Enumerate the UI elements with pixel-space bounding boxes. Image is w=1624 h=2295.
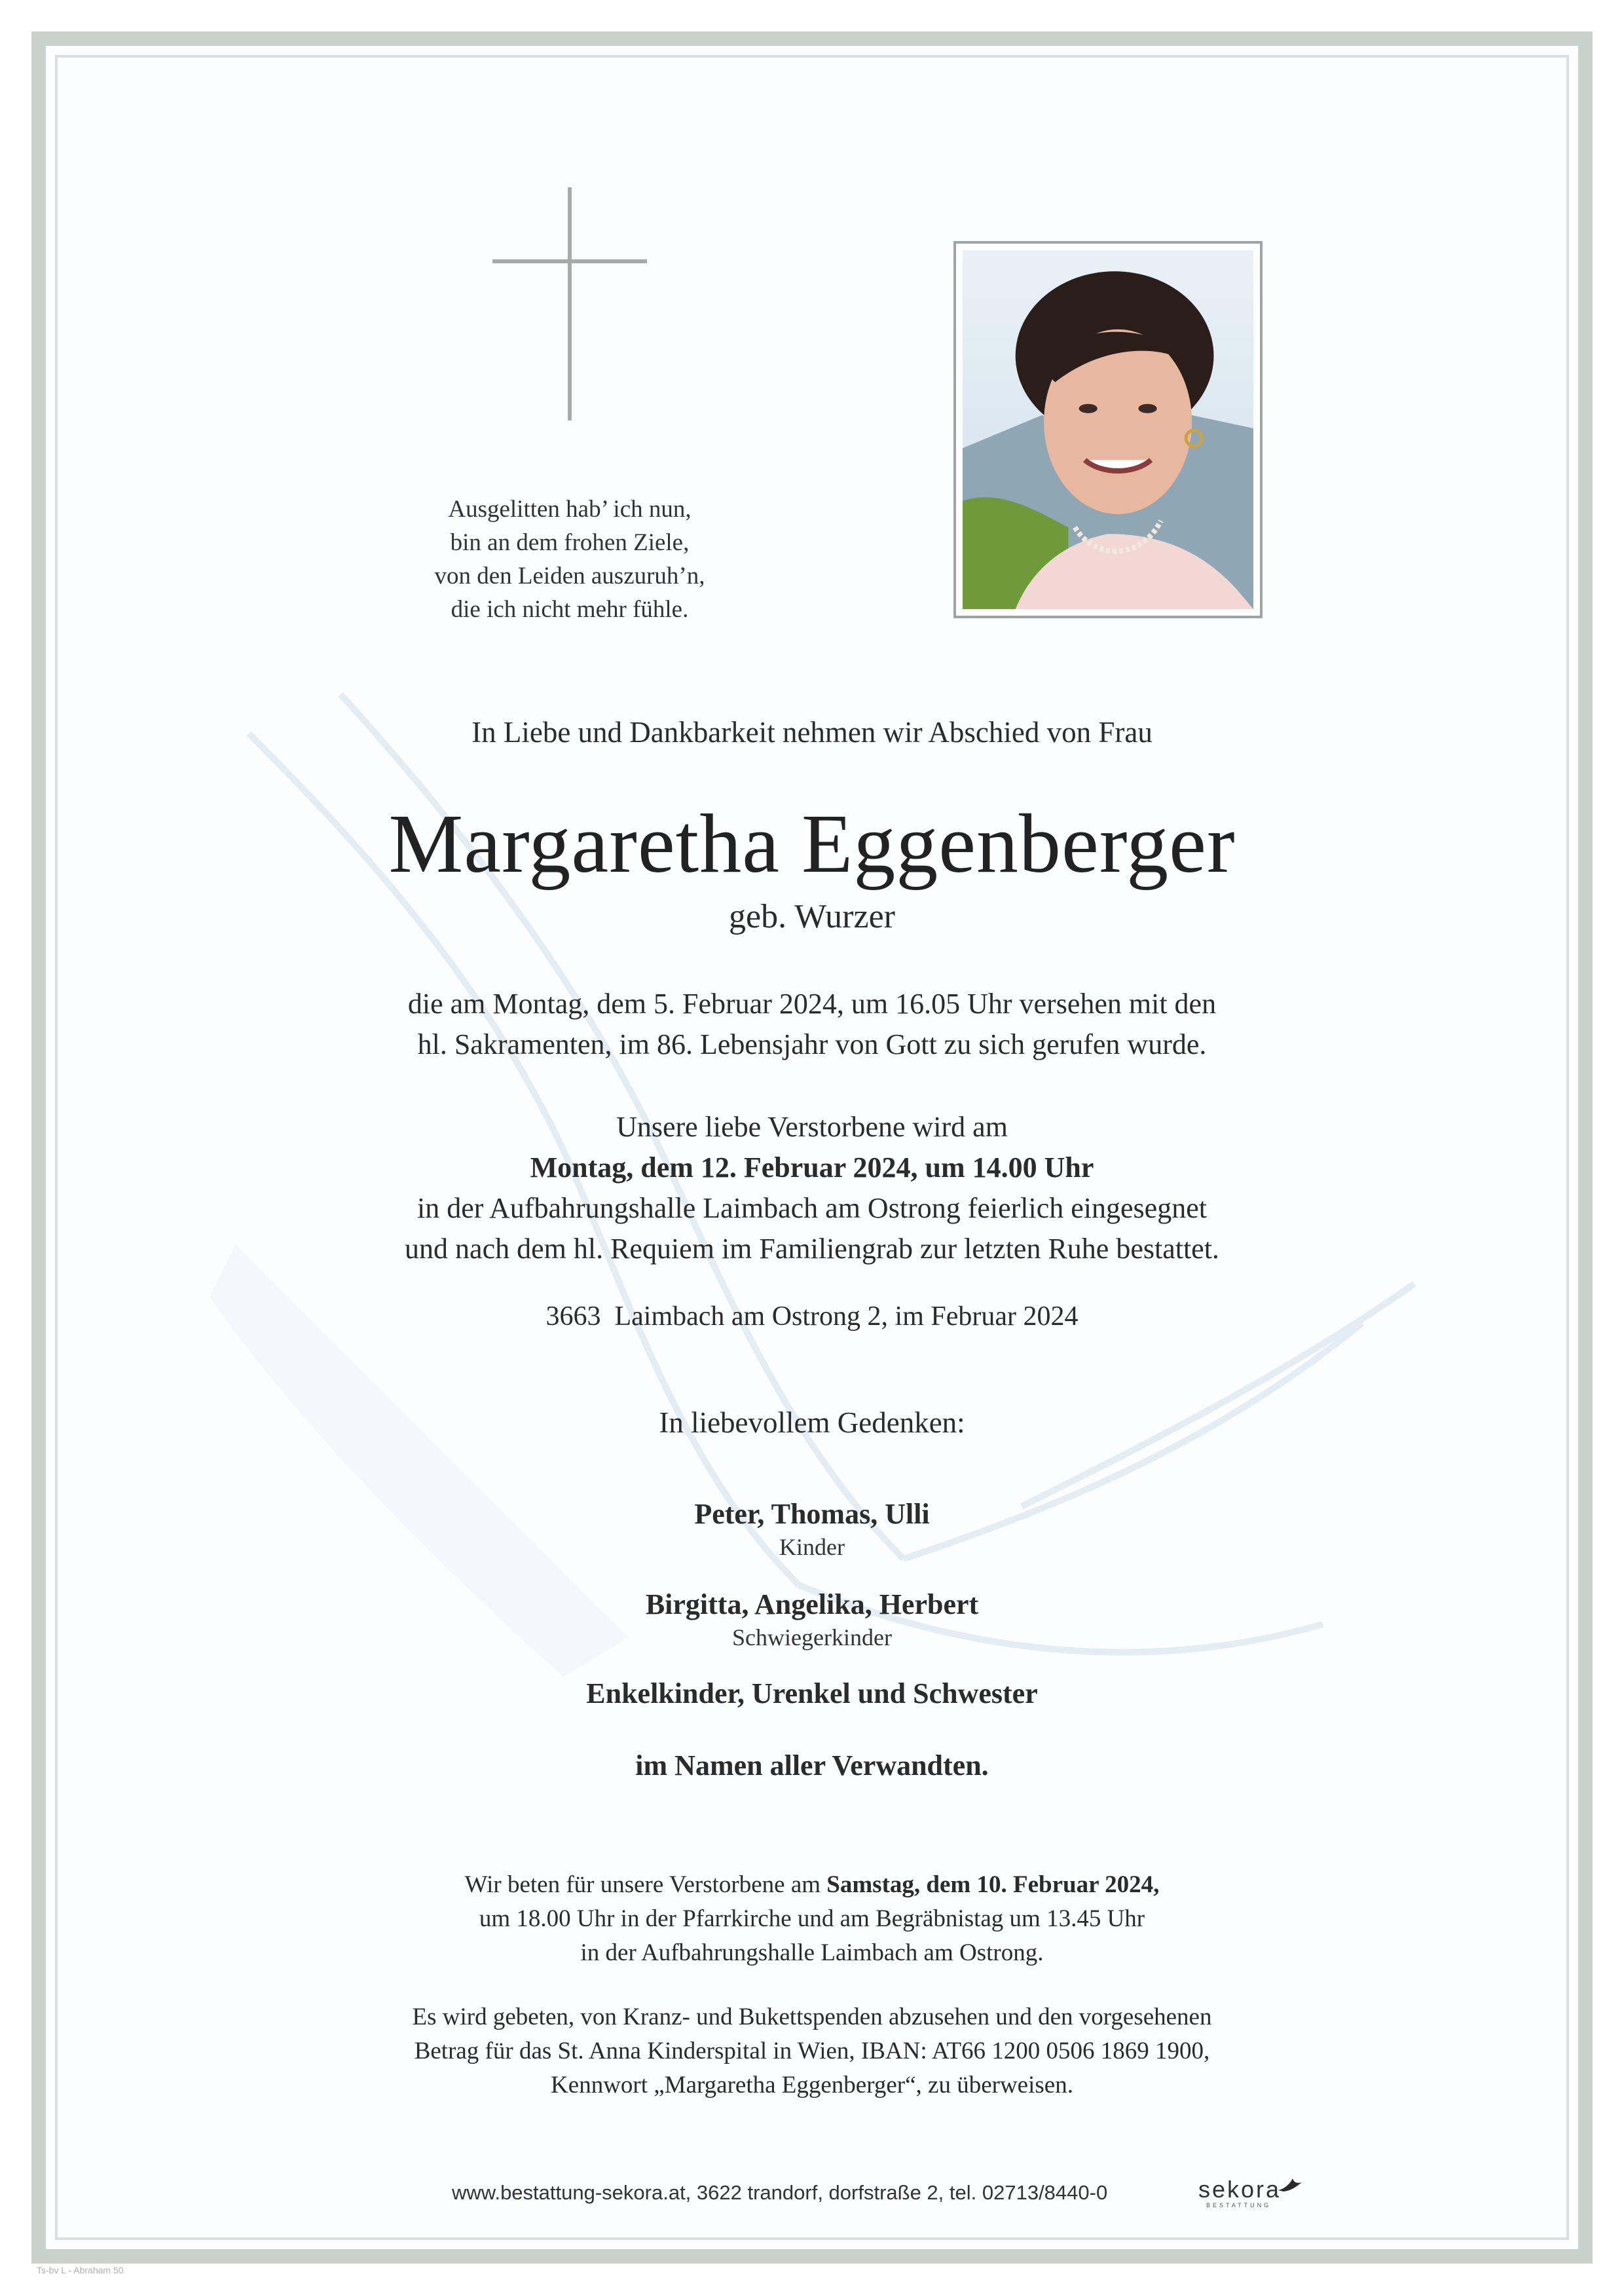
funeral-line: Unsere liebe Verstorbene wird am [616,1111,1008,1143]
funeral-notice [196,1107,1428,1269]
poem-line: von den Leiden auszuruh’n, [434,563,705,589]
mourner-names: im Namen aller Verwandten. [635,1749,989,1782]
logo-word: sekora [1198,2176,1282,2203]
prayer-date: Samstag, dem 10. Februar 2024, [826,1871,1160,1898]
footer-contact: www.bestattung-sekora.at, 3622 trandorf, dorfstraße 2, tel. 02713/8440-0 [452,2181,1108,2204]
poem-line: die ich nicht mehr fühle. [451,596,689,623]
maiden-name: geb. Wurzer [729,898,895,935]
deceased-name: Margaretha Eggenberger [388,797,1236,890]
death-notice [196,984,1428,1065]
logo-sub: BESTATTUNG [1206,2202,1272,2209]
mourner-relation: Schwiegerkinder [732,1624,892,1651]
place-date: 3663 Laimbach am Ostrong 2, im Februar 2024 [545,1301,1079,1332]
mourner-relation: Kinder [779,1534,845,1560]
donation-notice [196,2000,1428,2102]
cross-icon [492,187,647,420]
death-line: hl. Sakramenten, im 86. Lebensjahr von Gott zu sich gerufen wurde. [417,1028,1207,1060]
funeral-line: in der Aufbahrungshalle Laimbach am Ostrong feierlich eingesegnet [417,1192,1207,1224]
donation-line: Kennwort „Margaretha Eggenberger“, zu überweisen. [551,2072,1073,2099]
funeral-line: und nach dem hl. Requiem im Familiengrab zur letzten Ruhe bestattet. [405,1233,1219,1265]
mourner-names: Enkelkinder, Urenkel und Schwester [586,1677,1038,1709]
poem-line: bin an dem frohen Ziele, [450,529,690,556]
prayer-text: Wir beten für unsere Verstorbene am [464,1871,827,1898]
prayer-notice [196,1868,1428,1970]
mourner-group [196,1588,1428,1651]
poem [367,493,773,626]
memory-heading: In liebevollem Gedenken: [659,1406,965,1439]
mourner-names: Birgitta, Angelika, Herbert [645,1588,979,1620]
mourner-group [196,1749,1428,1782]
funeral-date: Montag, dem 12. Februar 2024, um 14.00 Uhr [530,1151,1094,1184]
bird-icon [1277,2176,1303,2195]
portrait-icon [963,250,1253,609]
prayer-line: in der Aufbahrungshalle Laimbach am Ostrong. [580,1939,1044,1966]
portrait-photo [953,241,1263,618]
prayer-line: um 18.00 Uhr in der Pfarrkirche und am Begräbnistag um 13.45 Uhr [479,1905,1145,1932]
death-line: die am Montag, dem 5. Februar 2024, um 16.05 Uhr versehen mit den [407,988,1217,1020]
mourner-group [196,1497,1428,1561]
donation-line: Betrag für das St. Anna Kinderspital in Wien, IBAN: AT66 1200 0506 1869 1900, [414,2038,1210,2064]
intro-text: In Liebe und Dankbarkeit nehmen wir Abschied von Frau [471,716,1153,749]
print-mark: Ts-bv L - Abraham 50 [37,2265,124,2275]
sekora-logo [1198,2176,1303,2215]
donation-line: Es wird gebeten, von Kranz- und Bukettspenden abzusehen und den vorgesehenen [412,2004,1212,2030]
mourner-group [196,1677,1428,1710]
mourner-names: Peter, Thomas, Ulli [694,1498,930,1530]
poem-line: Ausgelitten hab’ ich nun, [448,496,692,523]
